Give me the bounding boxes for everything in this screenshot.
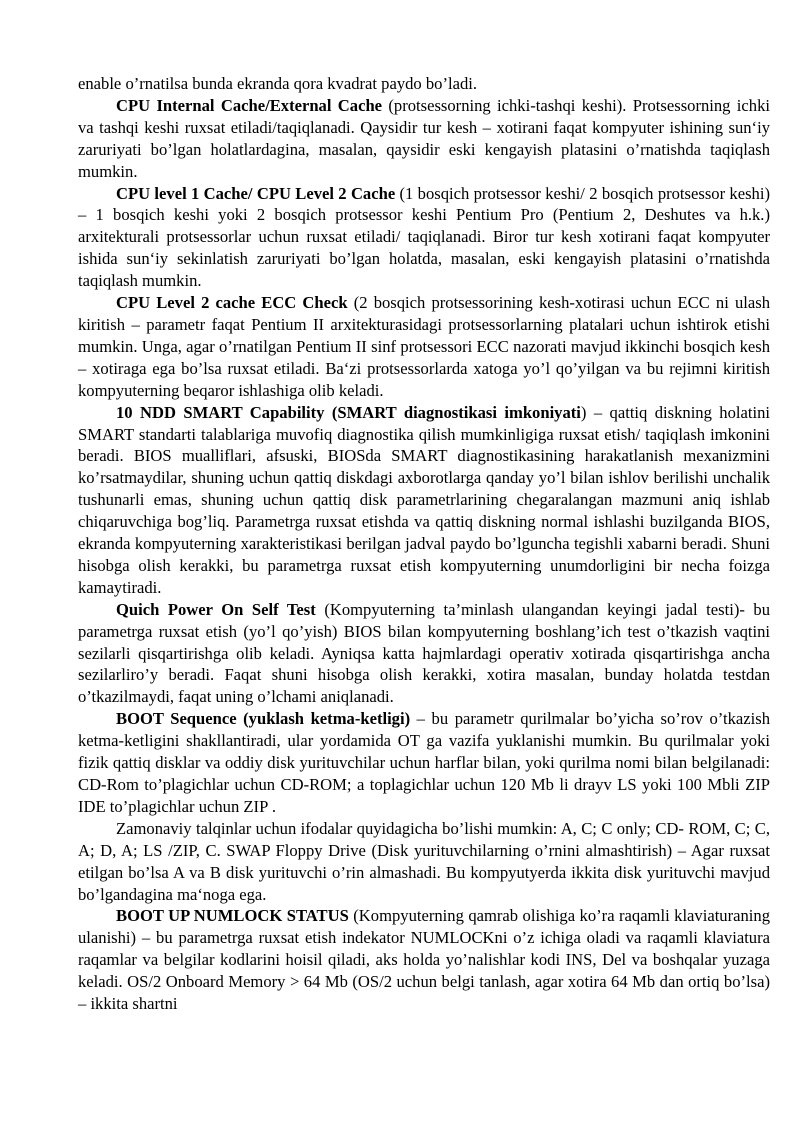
paragraph-text: (1 bosqich protsessor keshi/ 2 bosqich protsessor keshi) – 1 bosqich keshi yoki 2 bosqich protsessor keshi Pentium Pro (Pentium 2, Deshutes va h.k.) arxitekturali protsessorlar uchun ruxsat etiladi/ taqiqlanadi. Biror tur kesh xotirani faqat kompyuter ishida sun‘iy sekinlatish zaruriyati bo’lgan holatda, masalan, eski kengayish platasini o’rnatishda taqiqlash mumkin. (78, 183, 770, 291)
paragraph-cpu-cache (78, 95, 770, 183)
paragraph-cpu-level-cache (78, 183, 770, 293)
paragraph-text: (Kompyuterning qamrab olishiga ko’ra raqamli klaviaturaning ulanishi) – bu parametrga ruxsat etish indekator NUMLOCKni o’z ichiga oladi va raqamli klaviatura raqamlar va belgilar kodlarini hoisil qiladi, aks holda yo’nalishlar kodi INS, Del va boshqalar yuzaga keladi. OS/2 Onboard Memory > 64 Mb (OS/2 uchun belgi tanlash, agar xotira 64 Mb dan ortiq bo’lsa) – ikkita shartni (78, 906, 770, 1014)
paragraph-text: enable o’rnatilsa bunda ekranda qora kvadrat paydo bo’ladi. (78, 74, 478, 93)
paragraph-modern-variants (78, 818, 770, 906)
paragraph-ecc-check (78, 292, 770, 402)
term-heading: BOOT UP NUMLOCK STATUS (116, 906, 349, 926)
paragraph-text: ) – qattiq diskning holatini SMART standarti talablariga muvofiq diagnostika qilish mumkinligiga ruxsat etish/ taqiqlash imkonini beradi. BIOS mualliflari, afsuski, BIOSda SMART diagnostikasining harakatlanish mexanizmini ko’rsatmaydilar, shuning uchun qattiq diskdagi axborotlarga qanday yo’l bilan ishlov berilishi unchalik tushunarli emas, shuning uchun qattiq disk parametrlarining chegaralangan mazmuni aniq ishlab chiqaruvchiga bog’liq. Parametrga ruxsat etishda va qattiq diskning normal ishlashi buzilganda BIOS, ekranda kompyuterning xarakteristikasi berilgan jadval paydo bo’lguncha tegishli xabarni beradi. Shuni hisobga olish kerakki, bu parametrga ruxsat etish kompyuterning unumdorligini bir necha foizga kamaytiradi. (78, 402, 770, 597)
paragraph-boot-sequence (78, 708, 770, 818)
paragraph-text: (Kompyuterning ta’minlash ulangandan keyingi jadal testi)- bu parametrga ruxsat etish (yo’l qo’yish) BIOS bilan kompyuterning boshlang’ich test o’tkazish vaqtini sezilarli qisqartirishga olib keladi. Ayniqsa katta hajmlardagi operativ xotirada qisqartirishga ancha sezilarliro’y beradi. Faqat shuni hisobga olish kerakki, xotira masalan, bunday holatda testdan o’tkazilmaydi, faqat uning o’lchami aniqlanadi. (78, 599, 770, 707)
paragraph-numlock (78, 905, 770, 1015)
paragraph-text: – bu parametr qurilmalar bo’yicha so’rov o’tkazish ketma-ketligini shakllantiradi, ular yordamida OT ga vazifa yuklanishi mumkin. Bu qurilmalar yoki fizik qattiq disklar va oddiy disk yurituvchilar uchun harflar bilan, yoki qurilma nomi bilan belgilanadi: CD-Rom to’plagichlar uchun CD-ROM; a toplagichlar uchun 120 Mb li drayv LS yoki 100 Mbli ZIP IDE to’plagichlar uchun ZIP . (78, 709, 770, 816)
paragraph-smart (78, 402, 770, 599)
term-heading: BOOT Sequence (yuklash ketma-ketligi) (116, 709, 411, 729)
paragraph-text: Zamonaviy talqinlar uchun ifodalar quyidagicha bo’lishi mumkin: A, C; C only; CD- ROM, C; C, A; D, A; LS /ZIP, C. SWAP Floppy Drive (Disk yurituvchilarning o’rnini almashtirish) – Agar ruxsat etilgan bo’lsa A va B disk yurituvchi o’rin almashadi. Bu kompyutyerda ikkita disk yurituvchi mavjud bo’lgandagina ma‘noga ega. (78, 818, 770, 904)
paragraph-quick-post (78, 599, 770, 709)
term-heading: CPU Internal Cache/External Cache (116, 95, 383, 115)
term-heading: 10 NDD SMART Capability (SMART diagnostikasi imkoniyati (116, 402, 581, 422)
term-heading: Quich Power On Self Test (116, 599, 316, 619)
paragraph-continuation (78, 73, 770, 95)
term-heading: CPU Level 2 cache ECC Check (116, 293, 348, 313)
term-heading: CPU level 1 Cache/ CPU Level 2 Cache (116, 183, 396, 203)
paragraph-text: (2 bosqich protsessorining kesh-xotirasi uchun ECC ni ulash kiritish – parametr faqat Pentium II arxitekturasidagi protsessorlarning platalari uchun ishtirok etishi mumkin. Unga, agar o’rnatilgan Pentium II sinf protsessori ECC nazorati mavjud ikkinchi bosqich kesh – xotiraga ega bo’lsa ruxsat etiladi. Ba‘zi protsessorlarda xatoga yo’l qo’yilgan va bu rejimni kiritish kompyuterning beqaror ishlashiga olib keladi. (78, 293, 770, 400)
paragraph-text: (protsessorning ichki-tashqi keshi). Protsessorning ichki va tashqi keshi ruxsat etiladi/taqiqlanadi. Qaysidir tur kesh – xotirani faqat kompyuter ishining sun‘iy zaruriyati bo’lgan holatlardagina, masalan, qaysidir eski kengayish platasini o’rnatishda taqiqlash mumkin. (78, 95, 770, 181)
